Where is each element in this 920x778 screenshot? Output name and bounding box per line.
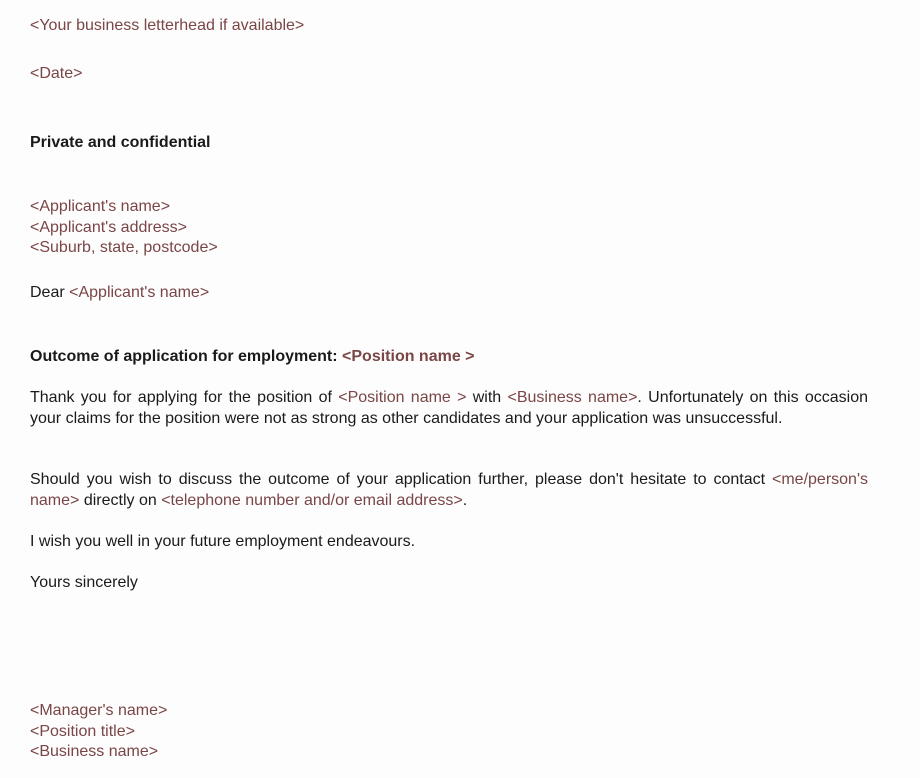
p2-contact: <telephone number and/or email address> [161, 491, 463, 509]
p1-text-2: with [466, 389, 508, 406]
p2-person: <me/person's name> [30, 471, 868, 509]
paragraph-contact [30, 470, 868, 511]
closing: Yours sincerely [30, 574, 138, 591]
p1-position: <Position name > [338, 389, 467, 406]
recipient-address-block [30, 197, 868, 259]
paragraph-outcome [30, 388, 868, 429]
recipient-address: <Applicant's address> [30, 218, 187, 236]
signature-block [30, 701, 868, 763]
paragraph-well-wishes: I wish you well in your future employment endeavours. [30, 533, 416, 550]
p1-text-1: Thank you for applying for the position of [30, 389, 339, 406]
salutation-name: <Applicant's name> [69, 284, 210, 301]
p1-text-3: . Unfortunately on this occasion your claims for the position were not as strong as other candidates and your application was unsuccessful. [30, 389, 869, 427]
p2-text-3: . [462, 491, 468, 509]
recipient-suburb: <Suburb, state, postcode> [30, 239, 218, 256]
salutation-prefix: Dear [30, 284, 70, 301]
subject-label: Outcome of application for employment: [30, 348, 343, 365]
p2-text-1: Should you wish to discuss the outcome of your application further, please don't hesitate to contact [30, 471, 772, 488]
letterhead-placeholder: <Your business letterhead if available> [30, 17, 305, 34]
p1-business: <Business name> [507, 389, 638, 406]
subject-position: <Position name > [342, 348, 475, 365]
signature-title: <Position title> [30, 722, 135, 740]
signature-manager: <Manager's name> [30, 702, 168, 719]
confidential-heading: Private and confidential [30, 134, 211, 151]
date-placeholder: <Date> [30, 65, 83, 82]
signature-business: <Business name> [30, 743, 159, 760]
salutation [30, 283, 868, 304]
p2-text-2: directly on [79, 491, 162, 509]
recipient-name: <Applicant's name> [30, 198, 171, 215]
subject-line [30, 347, 868, 368]
